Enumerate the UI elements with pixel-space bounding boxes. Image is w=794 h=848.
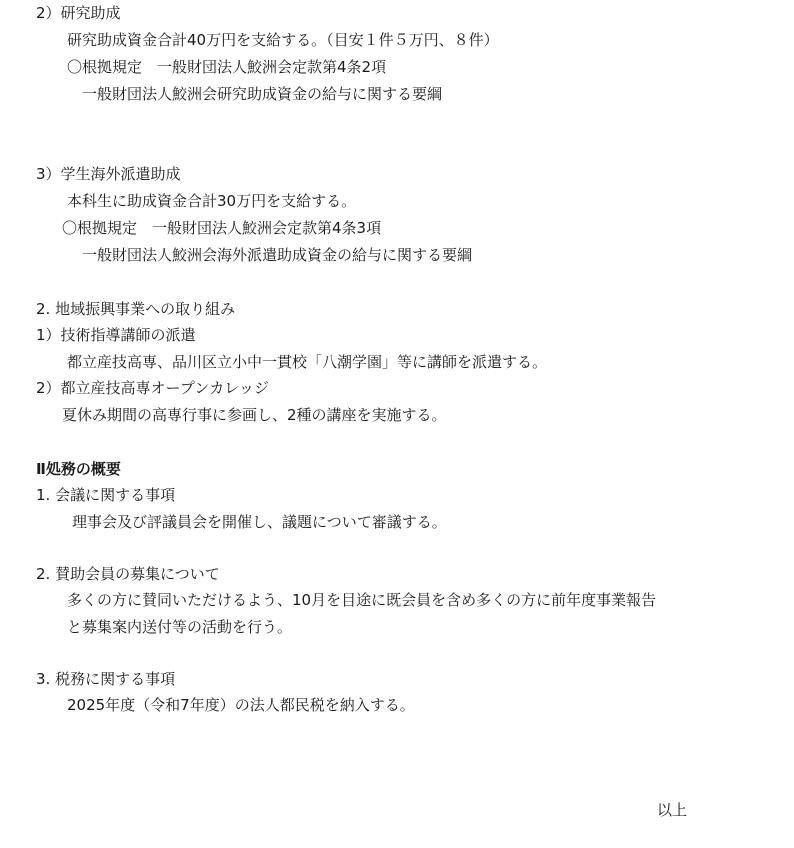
admin-item2-heading: 2. 賛助会員の募集について: [36, 565, 220, 583]
admin-item2-body-line2: と募集案内送付等の活動を行う。: [67, 618, 293, 636]
admin-item1-body: 理事会及び評議員会を開催し、議題について審議する。: [72, 513, 447, 531]
research-grant-rule: 一般財団法人鮫洲会研究助成資金の給与に関する要綱: [82, 85, 443, 103]
admin-item3-heading: 3. 税務に関する事項: [36, 670, 176, 688]
research-grant-basis: 〇根拠規定 一般財団法人鮫洲会定款第4条2項: [67, 58, 387, 76]
regional-sub2-heading: 2）都立産技高専オープンカレッジ: [36, 379, 270, 397]
research-grant-body: 研究助成資金合計40万円を支給する。（目安１件５万円、８件）: [67, 31, 499, 49]
admin-heading: Ⅱ処務の概要: [36, 460, 121, 478]
overseas-grant-heading: 3）学生海外派遣助成: [36, 165, 181, 183]
closing-text: 以上: [657, 801, 688, 819]
admin-item3-body: 2025年度（令和7年度）の法人都民税を納入する。: [67, 696, 415, 714]
regional-sub2-body: 夏休み期間の高専行事に参画し、2種の講座を実施する。: [62, 406, 447, 424]
overseas-grant-rule: 一般財団法人鮫洲会海外派遣助成資金の給与に関する要綱: [82, 246, 473, 264]
regional-sub1-body: 都立産技高専、品川区立小中一貫校「八潮学園」等に講師を派遣する。: [67, 353, 548, 371]
overseas-grant-body: 本科生に助成資金合計30万円を支給する。: [67, 192, 357, 210]
regional-sub1-heading: 1）技術指導講師の派遣: [36, 326, 196, 344]
admin-item1-heading: 1. 会議に関する事項: [36, 486, 176, 504]
admin-item2-body-line1: 多くの方に賛同いただけるよう、10月を目途に既会員を含め多くの方に前年度事業報告: [67, 591, 657, 609]
overseas-grant-basis: 〇根拠規定 一般財団法人鮫洲会定款第4条3項: [62, 219, 382, 237]
regional-heading: 2. 地域振興事業への取り組み: [36, 300, 236, 318]
research-grant-heading: 2）研究助成: [36, 4, 121, 22]
